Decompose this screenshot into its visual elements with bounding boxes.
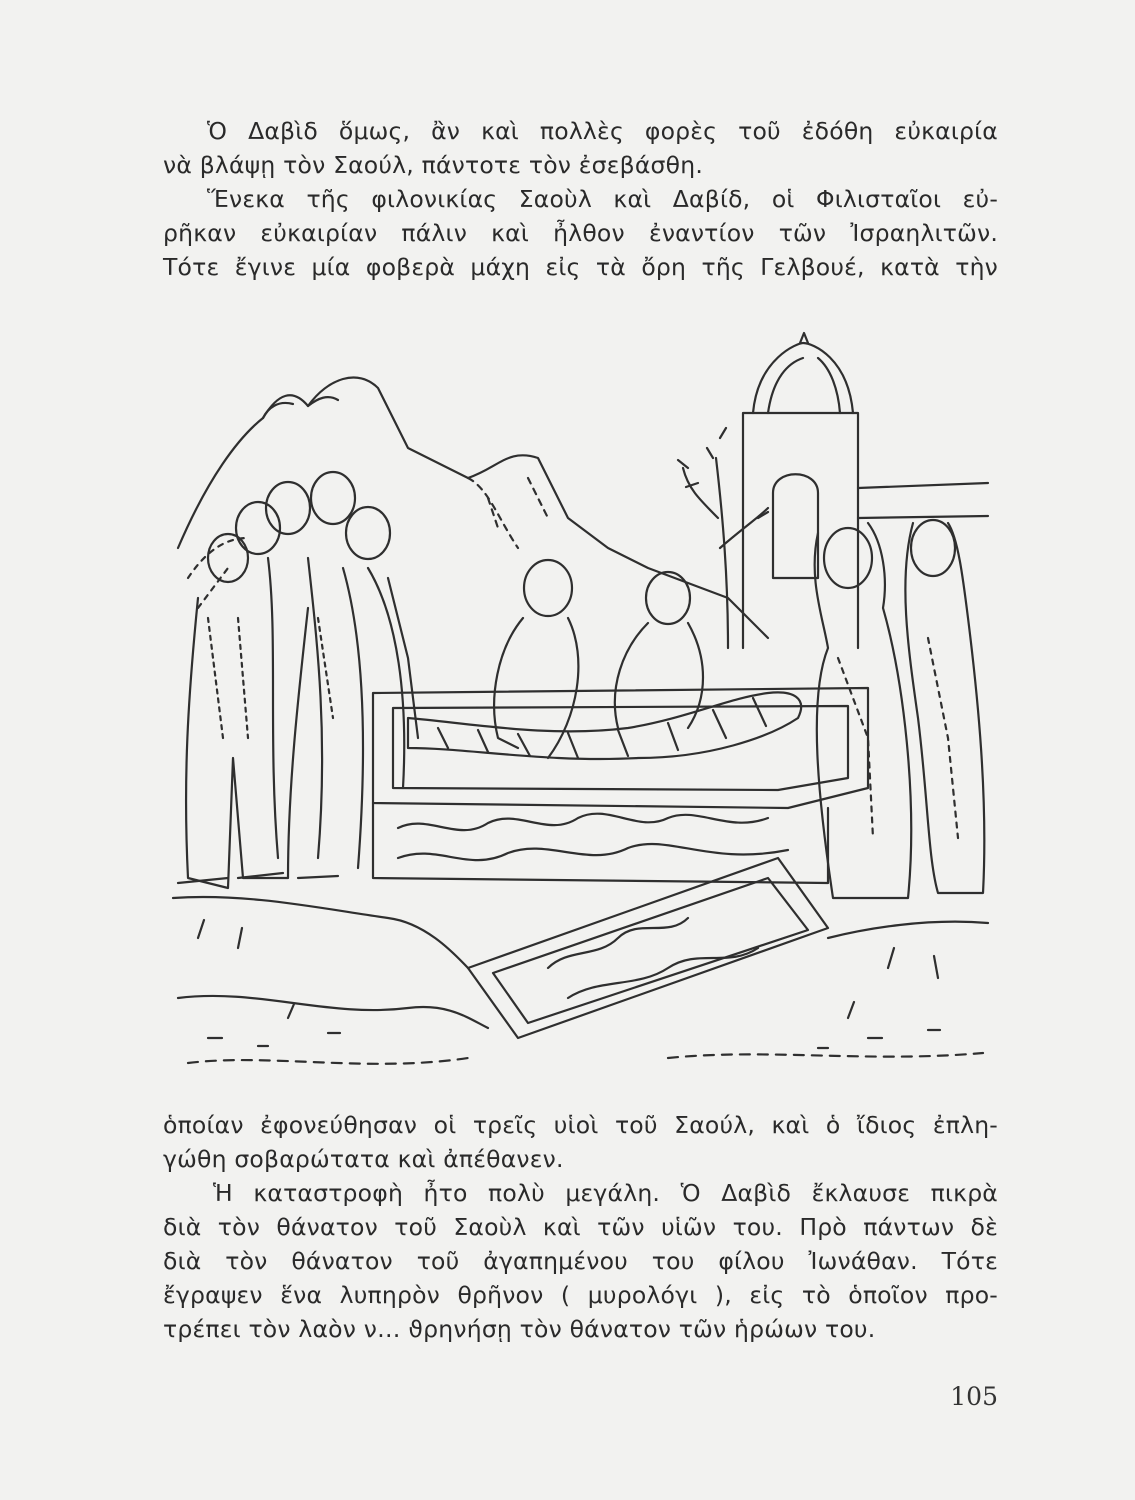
text-line: Ὁ Δαβὶδ ὅμως, ἂν καὶ πολλὲς φορὲς τοῦ ἐδόθη εὐκαιρία: [207, 117, 998, 145]
text-line: ἔγραψεν ἕνα λυπηρὸν θρῆνον ( μυρολόγι ), εἰς τὸ ὁποῖον προ-: [163, 1281, 998, 1309]
text-line: ὁποίαν ἐφονεύθησαν οἱ τρεῖς υἱοὶ τοῦ Σαούλ, καὶ ὁ ἴδιος ἐπλη-: [163, 1111, 998, 1139]
text-line: διὰ τὸν θάνατον τοῦ ἀγαπημένου του φίλου Ἰωνάθαν. Τότε: [163, 1247, 998, 1275]
text-line: διὰ τὸν θάνατον τοῦ Σαοὺλ καὶ τῶν υἱῶν του. Πρὸ πάντων δὲ: [163, 1213, 998, 1241]
bottom-text: [163, 1108, 998, 1346]
text-line: ρῆκαν εὐκαιρίαν πάλιν καὶ ἦλθον ἐναντίον τῶν Ἰσραηλιτῶν.: [163, 219, 998, 247]
text-line: Τότε ἔγινε μία φοβερὰ μάχη εἰς τὰ ὄρη τῆς Γελβουέ, κατὰ τὴν: [163, 253, 998, 281]
text-line: τρέπει τὸν λαὸν ν… ϑρηνήσῃ τὸν θάνατον τῶν ἡρώων του.: [163, 1315, 876, 1343]
page-number: 105: [950, 1382, 998, 1411]
text-line: νὰ βλάψῃ τὸν Σαούλ, πάντοτε τὸν ἐσεβάσθη.: [163, 151, 703, 179]
burial-illustration: [168, 318, 993, 1078]
text-line: Ἡ καταστροφὴ ἦτο πολὺ μεγάλη. Ὁ Δαβὶδ ἔκλαυσε πικρὰ: [213, 1179, 998, 1207]
text-line: Ἕνεκα τῆς φιλονικίας Σαοὺλ καὶ Δαβίδ, οἱ Φιλισταῖοι εὐ-: [207, 185, 998, 213]
top-text: [163, 114, 998, 284]
text-line: γώθη σοβαρώτατα καὶ ἀπέθανεν.: [163, 1145, 564, 1173]
